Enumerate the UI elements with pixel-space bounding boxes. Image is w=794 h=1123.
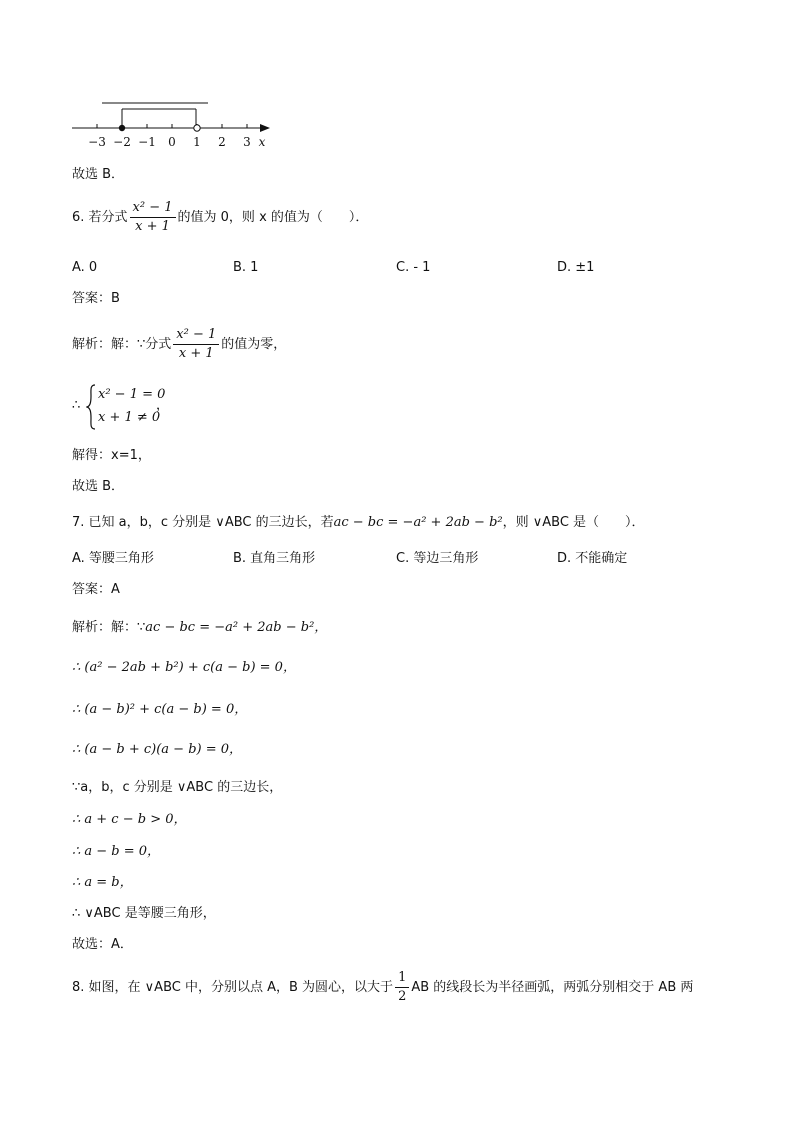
q7-step: ∴ (a − b + c)(a − b) = 0， xyxy=(72,742,243,757)
q7-step: ∴ ∨ABC 是等腰三角形， xyxy=(72,906,216,921)
q7-step: ∴ (a − b)² + c(a − b) = 0， xyxy=(72,702,248,717)
q7-step: 故选：A． xyxy=(72,937,133,952)
q6-frac-den: x + 1 xyxy=(135,219,170,234)
q7-step: ∴ (a² − 2ab + b²) + c(a − b) = 0， xyxy=(72,660,296,675)
q7-stem-tail: ，则 ∨ABC 是（ ）． xyxy=(502,515,645,530)
tick-label: 0 xyxy=(168,135,176,149)
q7-step: ∴ a + c − b > 0， xyxy=(72,812,187,827)
brace-icon xyxy=(86,384,96,430)
q7-analysis-prefix: 解析：解：∵ xyxy=(72,620,146,635)
q8-stem-pre: 8. 如图，在 ∨ABC 中，分别以点 A，B 为圆心，以大于 xyxy=(72,980,394,995)
tick-label: −1 xyxy=(138,135,156,149)
q7-option-b: B. 直角三角形 xyxy=(233,551,316,566)
q6-system xyxy=(72,384,212,430)
q6-system-line1: x² − 1 = 0 xyxy=(98,387,166,402)
therefore-symbol: ∴ xyxy=(72,398,81,413)
pre-conclusion: 故选 B． xyxy=(72,167,125,182)
q6-stem xyxy=(72,200,368,235)
q7-step: ∵a，b，c 分别是 ∨ABC 的三边长， xyxy=(72,780,283,795)
q6-option-c: C. - 1 xyxy=(396,260,431,275)
tick-label: 2 xyxy=(218,135,226,149)
q7-analysis xyxy=(72,618,327,638)
number-line-figure xyxy=(60,95,280,155)
closed-point xyxy=(119,125,125,131)
q6-stem-tail: 的值为 0，则 x 的值为（ ）． xyxy=(177,210,369,225)
q6-solve: 解得：x=1， xyxy=(72,448,151,463)
q6-analysis-fraction xyxy=(173,327,219,362)
q6-analysis-tail: 的值为零， xyxy=(221,337,287,352)
q6-conclusion: 故选 B． xyxy=(72,479,125,494)
q7-stem-equation: ac − bc = −a² + 2ab − b² xyxy=(333,515,503,530)
q6-system-line2: x + 1 ≠ 0 xyxy=(98,410,161,425)
q8-fraction xyxy=(395,970,409,1005)
q7-stem xyxy=(72,513,645,533)
q7-analysis-equation: ac − bc = −a² + 2ab − b²， xyxy=(145,620,328,635)
axis-variable: x xyxy=(258,135,266,149)
q6-option-b: B. 1 xyxy=(233,260,259,275)
q6-answer: 答案：B xyxy=(72,291,120,306)
q6-option-d: D. ±1 xyxy=(557,260,595,275)
q6-analysis-frac-den: x + 1 xyxy=(178,346,214,361)
q6-number: 6. 若分式 xyxy=(72,210,128,225)
tick-label: −3 xyxy=(88,135,106,149)
q6-analysis-prefix: 解析：解：∵分式 xyxy=(72,337,172,352)
q6-option-a: A. 0 xyxy=(72,260,98,275)
q8-stem-tail: AB 的线段长为半径画弧，两弧分别相交于 AB 两 xyxy=(411,980,694,995)
q8-frac-num: 1 xyxy=(395,970,409,988)
q7-stem-pre: 7. 已知 a，b，c 分别是 ∨ABC 的三边长，若 xyxy=(72,515,334,530)
q6-frac-num: x² − 1 xyxy=(130,200,176,218)
q6-system-tail: ， xyxy=(156,398,170,413)
q6-analysis-frac-num: x² − 1 xyxy=(173,327,219,345)
q8-frac-den: 2 xyxy=(398,989,407,1004)
q7-option-d: D. 不能确定 xyxy=(557,551,628,566)
q7-option-a: A. 等腰三角形 xyxy=(72,551,154,566)
q8-stem xyxy=(72,970,693,1005)
q6-fraction xyxy=(130,200,176,235)
tick-label: 1 xyxy=(193,135,201,149)
axis-arrow xyxy=(260,124,270,132)
open-point xyxy=(194,125,200,131)
tick-label: −2 xyxy=(113,135,131,149)
q7-step: ∴ a = b， xyxy=(72,875,133,890)
q7-option-c: C. 等边三角形 xyxy=(396,551,479,566)
q7-answer: 答案：A xyxy=(72,582,120,597)
q6-analysis xyxy=(72,327,286,362)
tick-label: 3 xyxy=(243,135,251,149)
q7-step: ∴ a − b = 0， xyxy=(72,844,161,859)
